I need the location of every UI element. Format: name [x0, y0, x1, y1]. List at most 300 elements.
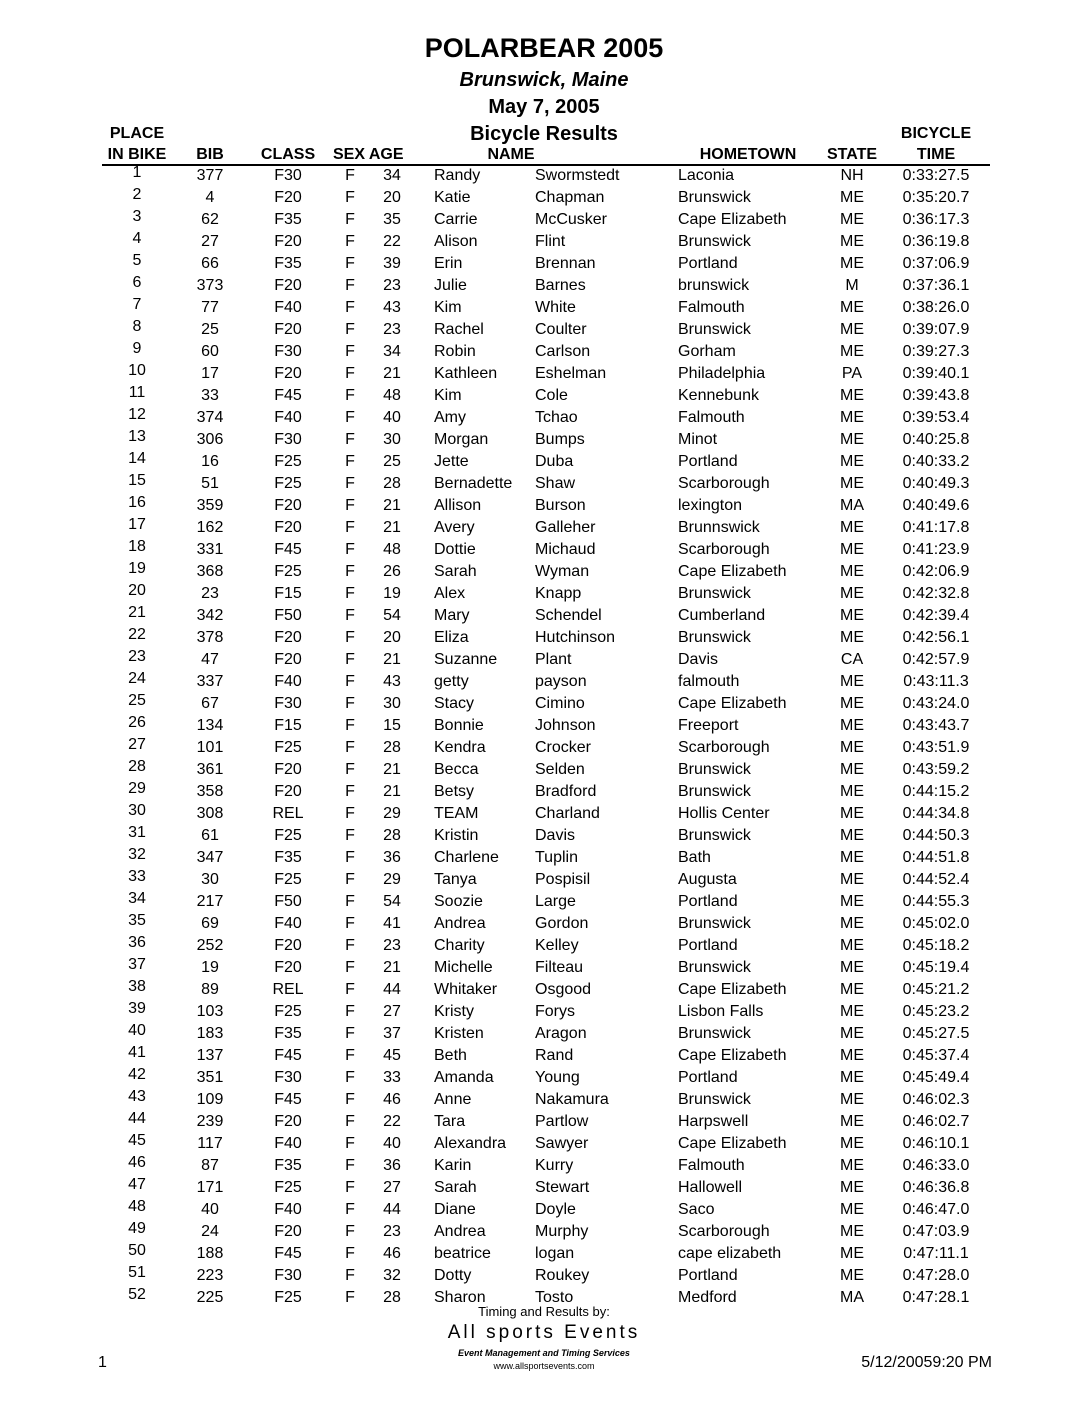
cell-bib: 19 [201, 959, 219, 976]
cell-age: 30 [383, 431, 401, 448]
cell-place: 47 [128, 1176, 146, 1193]
table-row [0, 671, 1088, 693]
cell-class: F25 [274, 1179, 302, 1196]
cell-class: F40 [274, 915, 302, 932]
table-row [0, 869, 1088, 891]
cell-sex: F [345, 277, 355, 294]
cell-class: F20 [274, 1223, 302, 1240]
table-row [0, 539, 1088, 561]
cell-time: 0:43:51.9 [902, 739, 970, 756]
cell-age: 33 [383, 1069, 401, 1086]
cell-age: 54 [383, 893, 401, 910]
cell-time: 0:40:25.8 [902, 431, 970, 448]
cell-time: 0:33:27.5 [902, 167, 970, 184]
cell-sex: F [345, 453, 355, 470]
header-time-line1: BICYCLE [900, 125, 972, 142]
header-class: CLASS [260, 146, 316, 163]
cell-bib: 378 [196, 629, 224, 646]
cell-state: ME [840, 189, 864, 206]
cell-place: 42 [128, 1066, 146, 1083]
footer-brand-logo: All sports Events [447, 1322, 641, 1343]
table-row [0, 825, 1088, 847]
cell-time: 0:46:02.3 [902, 1091, 970, 1108]
cell-time: 0:45:49.4 [902, 1069, 970, 1086]
cell-state: ME [840, 761, 864, 778]
cell-place: 17 [128, 516, 146, 533]
cell-place: 2 [132, 186, 142, 203]
cell-class: F20 [274, 629, 302, 646]
cell-time: 0:40:49.6 [902, 497, 970, 514]
cell-state: PA [841, 365, 863, 382]
table-row [0, 957, 1088, 979]
cell-first-name: Erin [434, 255, 463, 272]
cell-bib: 69 [201, 915, 219, 932]
cell-first-name: Charlene [434, 849, 499, 866]
cell-sex: F [345, 805, 355, 822]
cell-first-name: Rachel [434, 321, 484, 338]
cell-last-name: Davis [535, 827, 576, 844]
cell-age: 22 [383, 233, 401, 250]
cell-state: ME [840, 541, 864, 558]
cell-last-name: Coulter [535, 321, 587, 338]
cell-sex: F [345, 211, 355, 228]
footer-website: www.allsportsevents.com [493, 1361, 595, 1371]
cell-time: 0:44:15.2 [902, 783, 970, 800]
cell-time: 0:41:23.9 [902, 541, 970, 558]
cell-state: ME [840, 915, 864, 932]
cell-last-name: Flint [535, 233, 566, 250]
cell-bib: 359 [196, 497, 224, 514]
cell-bib: 373 [196, 277, 224, 294]
cell-time: 0:46:10.1 [902, 1135, 970, 1152]
cell-bib: 16 [201, 453, 219, 470]
table-row [0, 649, 1088, 671]
cell-class: F35 [274, 1025, 302, 1042]
cell-hometown: Falmouth [678, 299, 745, 316]
cell-time: 0:44:52.4 [902, 871, 970, 888]
cell-place: 37 [128, 956, 146, 973]
cell-state: ME [840, 717, 864, 734]
cell-age: 34 [383, 343, 401, 360]
cell-first-name: Kathleen [434, 365, 498, 382]
cell-class: F25 [274, 475, 302, 492]
cell-class: F50 [274, 893, 302, 910]
cell-state: ME [840, 695, 864, 712]
cell-place: 48 [128, 1198, 146, 1215]
cell-first-name: Mary [434, 607, 470, 624]
cell-last-name: Michaud [535, 541, 596, 558]
cell-bib: 306 [196, 431, 224, 448]
cell-time: 0:45:37.4 [902, 1047, 970, 1064]
cell-class: F20 [274, 321, 302, 338]
cell-bib: 117 [197, 1135, 223, 1152]
cell-sex: F [345, 981, 355, 998]
cell-first-name: Betsy [434, 783, 475, 800]
cell-last-name: Johnson [535, 717, 596, 734]
cell-hometown: Portland [678, 453, 738, 470]
cell-sex: F [345, 695, 355, 712]
table-row [0, 1023, 1088, 1045]
cell-bib: 368 [196, 563, 224, 580]
cell-bib: 347 [196, 849, 224, 866]
table-row [0, 319, 1088, 341]
cell-bib: 171 [196, 1179, 224, 1196]
table-row [0, 1221, 1088, 1243]
cell-place: 19 [128, 560, 146, 577]
cell-age: 46 [383, 1245, 401, 1262]
cell-time: 0:47:03.9 [902, 1223, 970, 1240]
cell-first-name: beatrice [434, 1245, 491, 1262]
cell-class: F25 [274, 827, 302, 844]
cell-time: 0:43:43.7 [902, 717, 970, 734]
cell-first-name: Morgan [434, 431, 489, 448]
table-row [0, 209, 1088, 231]
cell-class: F20 [274, 1113, 302, 1130]
print-date: 5/12/20059:20 PM [861, 1354, 992, 1371]
cell-state: ME [840, 409, 864, 426]
cell-last-name: Galleher [535, 519, 596, 536]
cell-first-name: Avery [434, 519, 475, 536]
cell-place: 39 [128, 1000, 146, 1017]
cell-age: 25 [383, 453, 401, 470]
cell-time: 0:39:43.8 [902, 387, 970, 404]
cell-place: 15 [128, 472, 146, 489]
cell-place: 13 [128, 428, 146, 445]
cell-age: 45 [383, 1047, 401, 1064]
cell-bib: 183 [196, 1025, 224, 1042]
cell-place: 46 [128, 1154, 146, 1171]
cell-hometown: Brunswick [678, 1025, 751, 1042]
cell-sex: F [345, 189, 355, 206]
cell-hometown: Brunnswick [678, 519, 760, 536]
cell-bib: 308 [196, 805, 224, 822]
table-row [0, 583, 1088, 605]
cell-age: 54 [383, 607, 401, 624]
cell-age: 44 [383, 981, 401, 998]
cell-class: F45 [274, 541, 302, 558]
cell-place: 7 [132, 296, 142, 313]
cell-bib: 377 [196, 167, 224, 184]
cell-bib: 77 [201, 299, 219, 316]
cell-state: MA [840, 497, 864, 514]
cell-sex: F [345, 409, 355, 426]
table-row [0, 693, 1088, 715]
cell-bib: 137 [196, 1047, 224, 1064]
cell-place: 33 [128, 868, 146, 885]
table-row [0, 1265, 1088, 1287]
cell-bib: 47 [201, 651, 219, 668]
cell-time: 0:35:20.7 [902, 189, 970, 206]
cell-state: ME [840, 453, 864, 470]
cell-sex: F [345, 519, 355, 536]
cell-bib: 358 [196, 783, 224, 800]
cell-state: ME [840, 981, 864, 998]
cell-age: 23 [383, 937, 401, 954]
cell-hometown: falmouth [678, 673, 740, 690]
table-row [0, 715, 1088, 737]
cell-age: 46 [383, 1091, 401, 1108]
cell-hometown: Cape Elizabeth [678, 211, 787, 228]
header-place-line1: PLACE [109, 125, 165, 142]
cell-bib: 374 [196, 409, 224, 426]
cell-state: ME [840, 1245, 864, 1262]
cell-first-name: Diane [434, 1201, 476, 1218]
cell-first-name: Sarah [434, 1179, 477, 1196]
cell-age: 23 [383, 1223, 401, 1240]
cell-class: F20 [274, 761, 302, 778]
cell-state: ME [840, 1047, 864, 1064]
cell-time: 0:44:55.3 [902, 893, 970, 910]
cell-age: 32 [383, 1267, 401, 1284]
table-row [0, 429, 1088, 451]
cell-class: F20 [274, 365, 302, 382]
cell-state: ME [840, 1267, 864, 1284]
cell-age: 21 [383, 783, 401, 800]
cell-last-name: Cimino [535, 695, 585, 712]
cell-place: 28 [128, 758, 146, 775]
cell-hometown: Cape Elizabeth [678, 695, 787, 712]
cell-state: ME [840, 673, 864, 690]
cell-state: ME [840, 959, 864, 976]
cell-hometown: Brunswick [678, 783, 751, 800]
cell-time: 0:42:56.1 [902, 629, 970, 646]
cell-sex: F [345, 387, 355, 404]
cell-class: F30 [274, 1267, 302, 1284]
cell-sex: F [345, 651, 355, 668]
cell-age: 27 [383, 1003, 401, 1020]
cell-hometown: lexington [678, 497, 743, 514]
cell-age: 29 [383, 805, 401, 822]
cell-age: 30 [383, 695, 401, 712]
cell-time: 0:44:34.8 [902, 805, 970, 822]
cell-bib: 217 [196, 893, 224, 910]
cell-state: ME [840, 607, 864, 624]
cell-class: F20 [274, 959, 302, 976]
table-row [0, 561, 1088, 583]
cell-hometown: Philadelphia [678, 365, 766, 382]
cell-last-name: Roukey [535, 1267, 590, 1284]
cell-class: F45 [274, 1047, 302, 1064]
cell-age: 22 [383, 1113, 401, 1130]
cell-place: 44 [128, 1110, 146, 1127]
cell-sex: F [345, 1003, 355, 1020]
cell-hometown: Medford [678, 1289, 737, 1306]
cell-hometown: Hollis Center [678, 805, 770, 822]
cell-bib: 51 [201, 475, 219, 492]
cell-time: 0:47:28.1 [902, 1289, 970, 1306]
cell-bib: 101 [196, 739, 224, 756]
cell-sex: F [345, 849, 355, 866]
table-row [0, 935, 1088, 957]
cell-hometown: Brunswick [678, 915, 751, 932]
cell-hometown: Falmouth [678, 1157, 745, 1174]
cell-class: F25 [274, 1003, 302, 1020]
cell-age: 28 [383, 739, 401, 756]
cell-class: F35 [274, 211, 302, 228]
cell-bib: 162 [196, 519, 224, 536]
cell-sex: F [345, 1289, 355, 1306]
cell-last-name: Barnes [535, 277, 586, 294]
cell-place: 45 [128, 1132, 146, 1149]
cell-state: ME [840, 299, 864, 316]
cell-bib: 252 [196, 937, 224, 954]
cell-last-name: logan [535, 1245, 575, 1262]
cell-time: 0:45:21.2 [902, 981, 970, 998]
cell-first-name: Kristen [434, 1025, 484, 1042]
cell-state: ME [840, 519, 864, 536]
cell-place: 18 [128, 538, 146, 555]
cell-time: 0:43:11.3 [903, 673, 969, 690]
cell-class: F20 [274, 233, 302, 250]
cell-bib: 24 [201, 1223, 219, 1240]
cell-place: 22 [128, 626, 146, 643]
table-row [0, 803, 1088, 825]
cell-place: 5 [132, 252, 142, 269]
cell-sex: F [345, 365, 355, 382]
cell-place: 43 [128, 1088, 146, 1105]
cell-state: ME [840, 937, 864, 954]
cell-place: 50 [128, 1242, 146, 1259]
cell-sex: F [345, 915, 355, 932]
cell-hometown: Brunswick [678, 585, 751, 602]
cell-first-name: Andrea [434, 1223, 486, 1240]
cell-bib: 134 [196, 717, 224, 734]
cell-place: 26 [128, 714, 146, 731]
cell-class: F25 [274, 1289, 302, 1306]
cell-hometown: Brunswick [678, 959, 751, 976]
cell-state: ME [840, 1223, 864, 1240]
cell-age: 40 [383, 1135, 401, 1152]
cell-age: 29 [383, 871, 401, 888]
cell-place: 38 [128, 978, 146, 995]
cell-hometown: brunswick [678, 277, 750, 294]
cell-sex: F [345, 1201, 355, 1218]
cell-first-name: Sarah [434, 563, 477, 580]
cell-state: ME [840, 805, 864, 822]
table-row [0, 1243, 1088, 1265]
cell-time: 0:40:33.2 [902, 453, 970, 470]
cell-time: 0:45:02.0 [902, 915, 970, 932]
cell-first-name: Kim [434, 299, 462, 316]
table-row [0, 187, 1088, 209]
cell-sex: F [345, 761, 355, 778]
cell-last-name: Rand [535, 1047, 574, 1064]
cell-place: 29 [128, 780, 146, 797]
cell-age: 36 [383, 1157, 401, 1174]
cell-hometown: Portland [678, 255, 738, 272]
cell-last-name: Hutchinson [535, 629, 616, 646]
cell-place: 6 [132, 274, 142, 291]
cell-last-name: Gordon [535, 915, 589, 932]
cell-last-name: Nakamura [535, 1091, 609, 1108]
cell-last-name: Swormstedt [535, 167, 620, 184]
cell-bib: 87 [201, 1157, 219, 1174]
cell-bib: 109 [196, 1091, 224, 1108]
table-row [0, 495, 1088, 517]
cell-state: ME [840, 1113, 864, 1130]
cell-first-name: Eliza [434, 629, 469, 646]
cell-place: 1 [132, 164, 142, 181]
cell-sex: F [345, 827, 355, 844]
header-place-line2: IN BIKE [107, 146, 167, 163]
cell-bib: 40 [201, 1201, 219, 1218]
cell-state: ME [840, 475, 864, 492]
cell-sex: F [345, 1047, 355, 1064]
cell-bib: 60 [201, 343, 219, 360]
cell-hometown: Saco [678, 1201, 715, 1218]
cell-first-name: TEAM [434, 805, 479, 822]
cell-time: 0:43:59.2 [902, 761, 970, 778]
cell-age: 21 [383, 651, 401, 668]
table-row [0, 341, 1088, 363]
cell-sex: F [345, 431, 355, 448]
cell-state: ME [840, 563, 864, 580]
event-date: May 7, 2005 [488, 96, 600, 118]
footer-tagline: Event Management and Timing Services [458, 1348, 630, 1358]
cell-sex: F [345, 1091, 355, 1108]
cell-hometown: Freeport [678, 717, 739, 734]
cell-state: ME [840, 1091, 864, 1108]
table-row [0, 231, 1088, 253]
cell-state: ME [840, 1201, 864, 1218]
table-row [0, 913, 1088, 935]
cell-sex: F [345, 475, 355, 492]
cell-first-name: Kendra [434, 739, 486, 756]
cell-last-name: Large [535, 893, 576, 910]
cell-sex: F [345, 607, 355, 624]
cell-place: 9 [132, 340, 142, 357]
cell-class: F20 [274, 497, 302, 514]
cell-state: ME [840, 1069, 864, 1086]
cell-age: 21 [383, 959, 401, 976]
header-sex-age: SEX AGE [333, 146, 404, 163]
table-row [0, 781, 1088, 803]
cell-last-name: Duba [535, 453, 574, 470]
cell-last-name: Carlson [535, 343, 591, 360]
cell-hometown: Davis [678, 651, 719, 668]
cell-sex: F [345, 1069, 355, 1086]
cell-last-name: Burson [535, 497, 586, 514]
cell-first-name: Sharon [434, 1289, 486, 1306]
cell-age: 39 [383, 255, 401, 272]
cell-time: 0:46:02.7 [902, 1113, 970, 1130]
cell-class: F20 [274, 519, 302, 536]
cell-class: F15 [274, 717, 302, 734]
cell-first-name: Anne [434, 1091, 472, 1108]
cell-hometown: Portland [678, 1267, 738, 1284]
page-number: 1 [98, 1354, 107, 1371]
cell-bib: 103 [196, 1003, 224, 1020]
cell-hometown: Scarborough [678, 1223, 770, 1240]
cell-last-name: Charland [535, 805, 600, 822]
cell-sex: F [345, 871, 355, 888]
cell-state: ME [840, 1179, 864, 1196]
cell-time: 0:46:47.0 [902, 1201, 970, 1218]
cell-state: ME [840, 827, 864, 844]
table-row [0, 737, 1088, 759]
cell-class: F30 [274, 695, 302, 712]
cell-time: 0:39:07.9 [902, 321, 970, 338]
table-row [0, 605, 1088, 627]
cell-hometown: cape elizabeth [678, 1245, 782, 1262]
cell-place: 31 [128, 824, 146, 841]
header-state: STATE [826, 146, 878, 163]
cell-last-name: Plant [535, 651, 572, 668]
cell-class: F15 [274, 585, 302, 602]
cell-age: 21 [383, 497, 401, 514]
cell-time: 0:40:49.3 [902, 475, 970, 492]
cell-bib: 17 [201, 365, 219, 382]
